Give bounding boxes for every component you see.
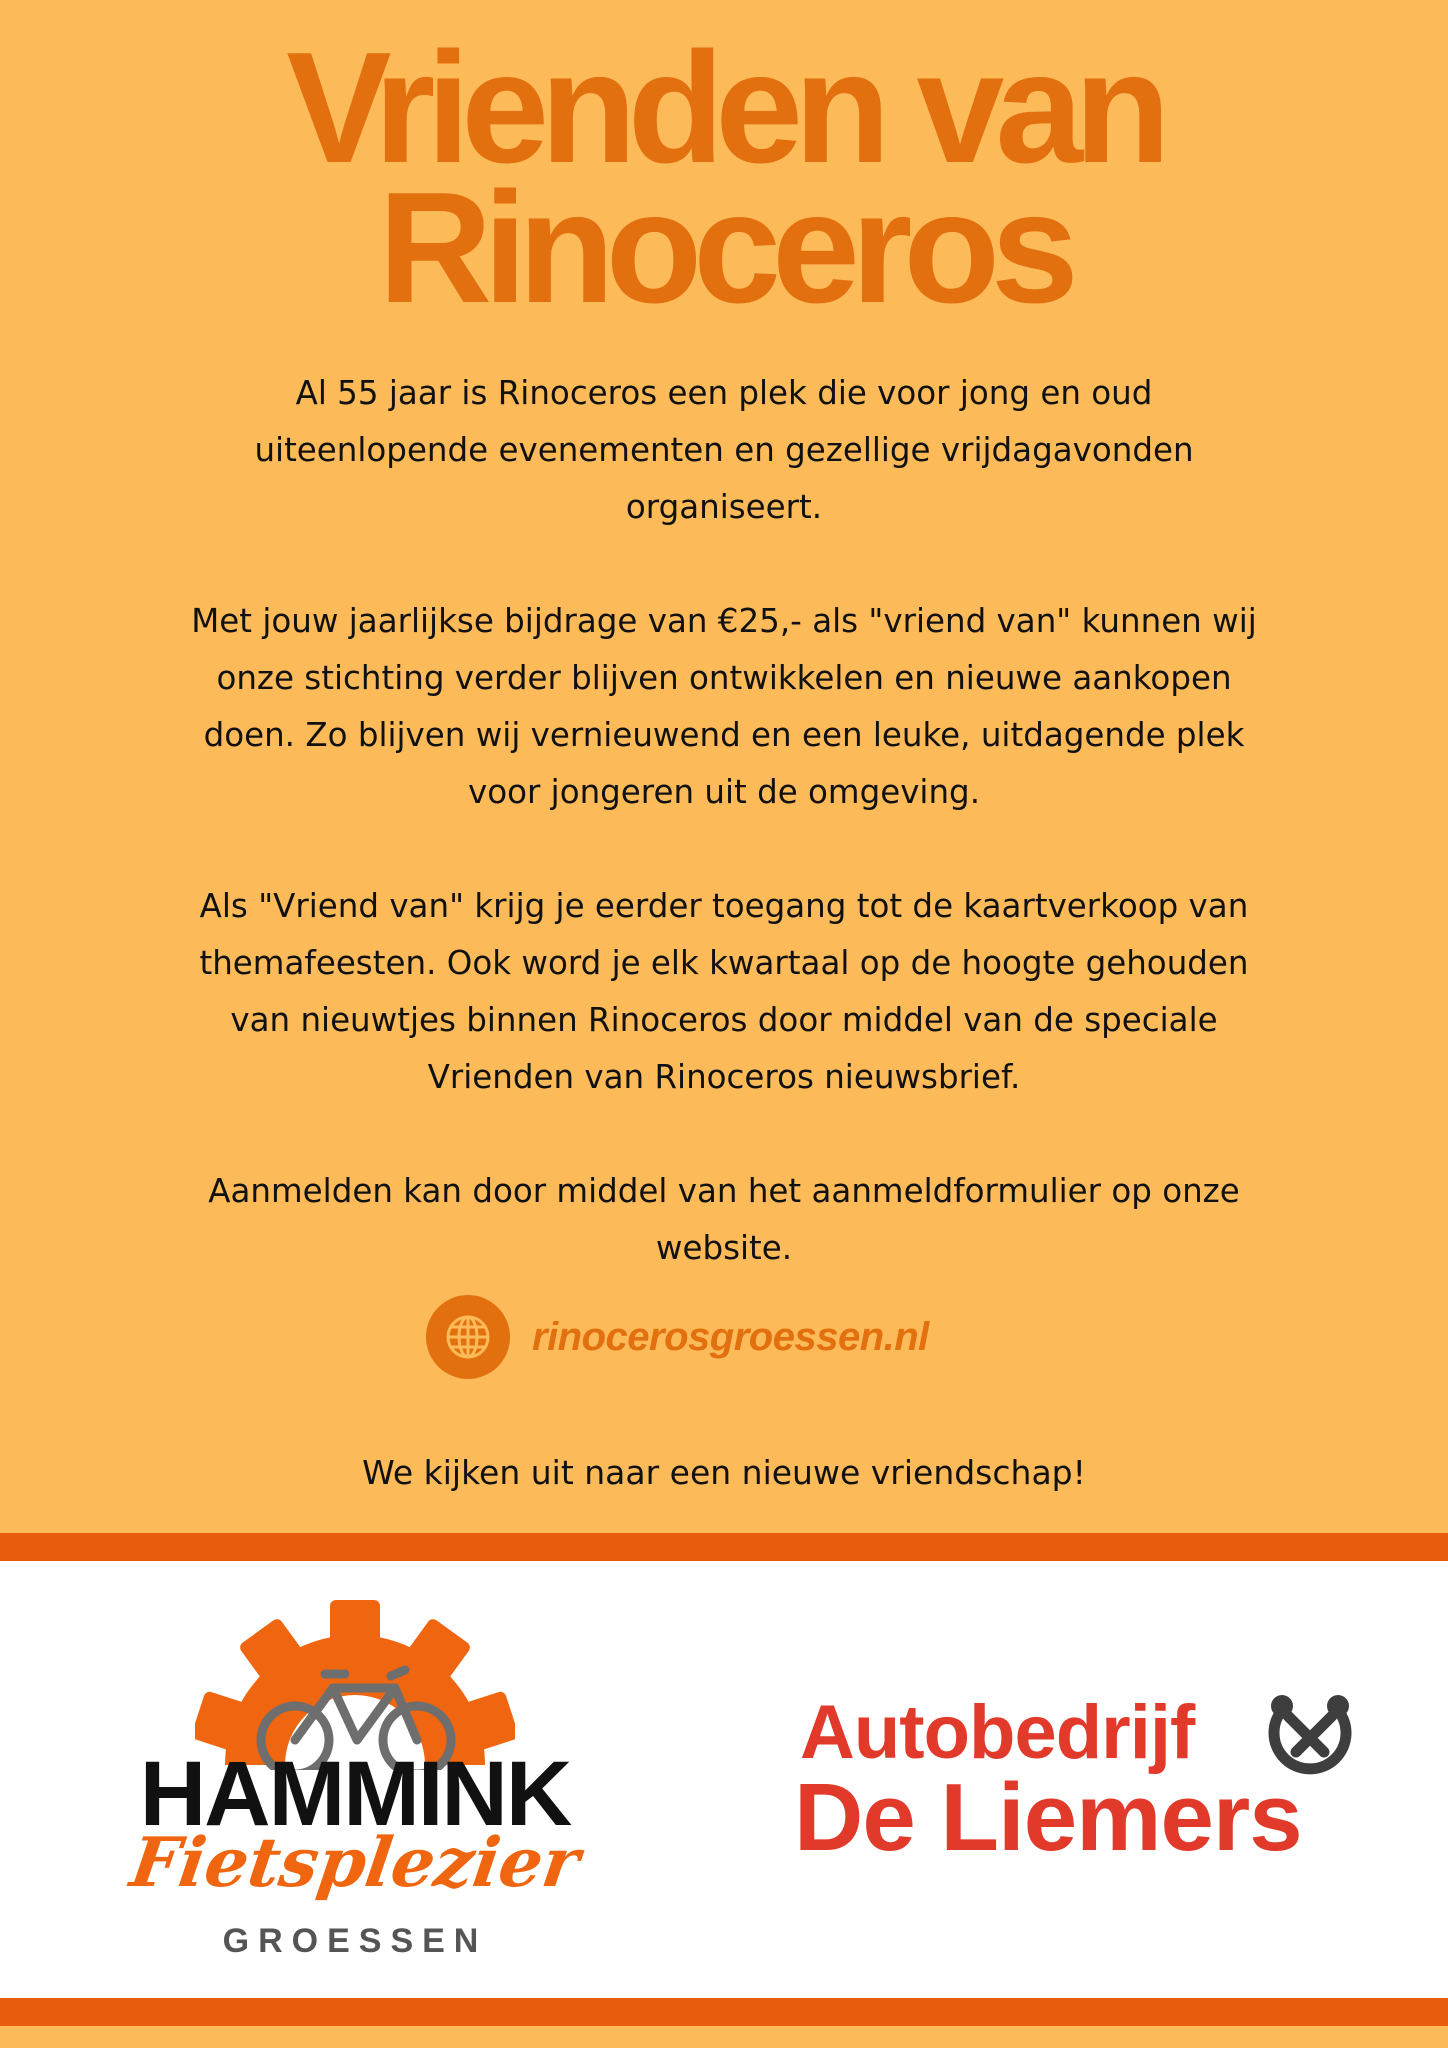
hammink-town: GROESSEN [222,1922,488,1960]
bottom-margin [0,2026,1448,2048]
flyer-title [0,20,1448,336]
signup-paragraph: Aanmelden kan door middel van het aanmeldformulier op onze website. [208,1172,1240,1267]
title-line-1: Vrienden van [286,20,1162,196]
title-line-2: Rinoceros [378,160,1070,336]
contribution-paragraph: Met jouw jaarlijkse bijdrage van €25,- als "vriend van" kunnen wij onze stichting verder blijven ontwikkelen en nieuwe aankopen doen. Zo blijven wij vernieuwend en een leuke, uitdagende plek voor jongeren uit de omgeving. [191,602,1257,811]
body-text [174,365,1274,1334]
autobedrijf-logo [790,1690,1370,1880]
closing-text: We kijken uit naar een nieuwe vriendschap! [362,1453,1086,1492]
hammink-logo [105,1600,605,1970]
autobedrijf-line-2: De Liemers [794,1764,1302,1871]
intro-paragraph: Al 55 jaar is Rinoceros een plek die voor jong en oud uiteenlopende evenementen en gezellige vrijdagavonden organiseert. [254,374,1194,526]
hammink-name: HAMMINK [139,1743,571,1845]
website-link[interactable]: rinocerosgroessen.nl [532,1314,929,1359]
hammink-tagline: Fietsplezier [125,1823,585,1903]
divider-stripe-bottom [0,1998,1448,2026]
website-row[interactable] [426,1295,929,1379]
autobedrijf-line-1: Autobedrijf [800,1690,1195,1775]
divider-stripe-top [0,1533,1448,1561]
benefits-paragraph: Als "Vriend van" krijg je eerder toegang tot de kaartverkoop van themafeesten. Ook word je elk kwartaal op de hoogte gehouden van nieuwtjes binnen Rinoceros door middel van de speciale Vrienden van Rinoceros nieuwsbrief. [199,887,1249,1096]
globe-icon [426,1295,510,1379]
